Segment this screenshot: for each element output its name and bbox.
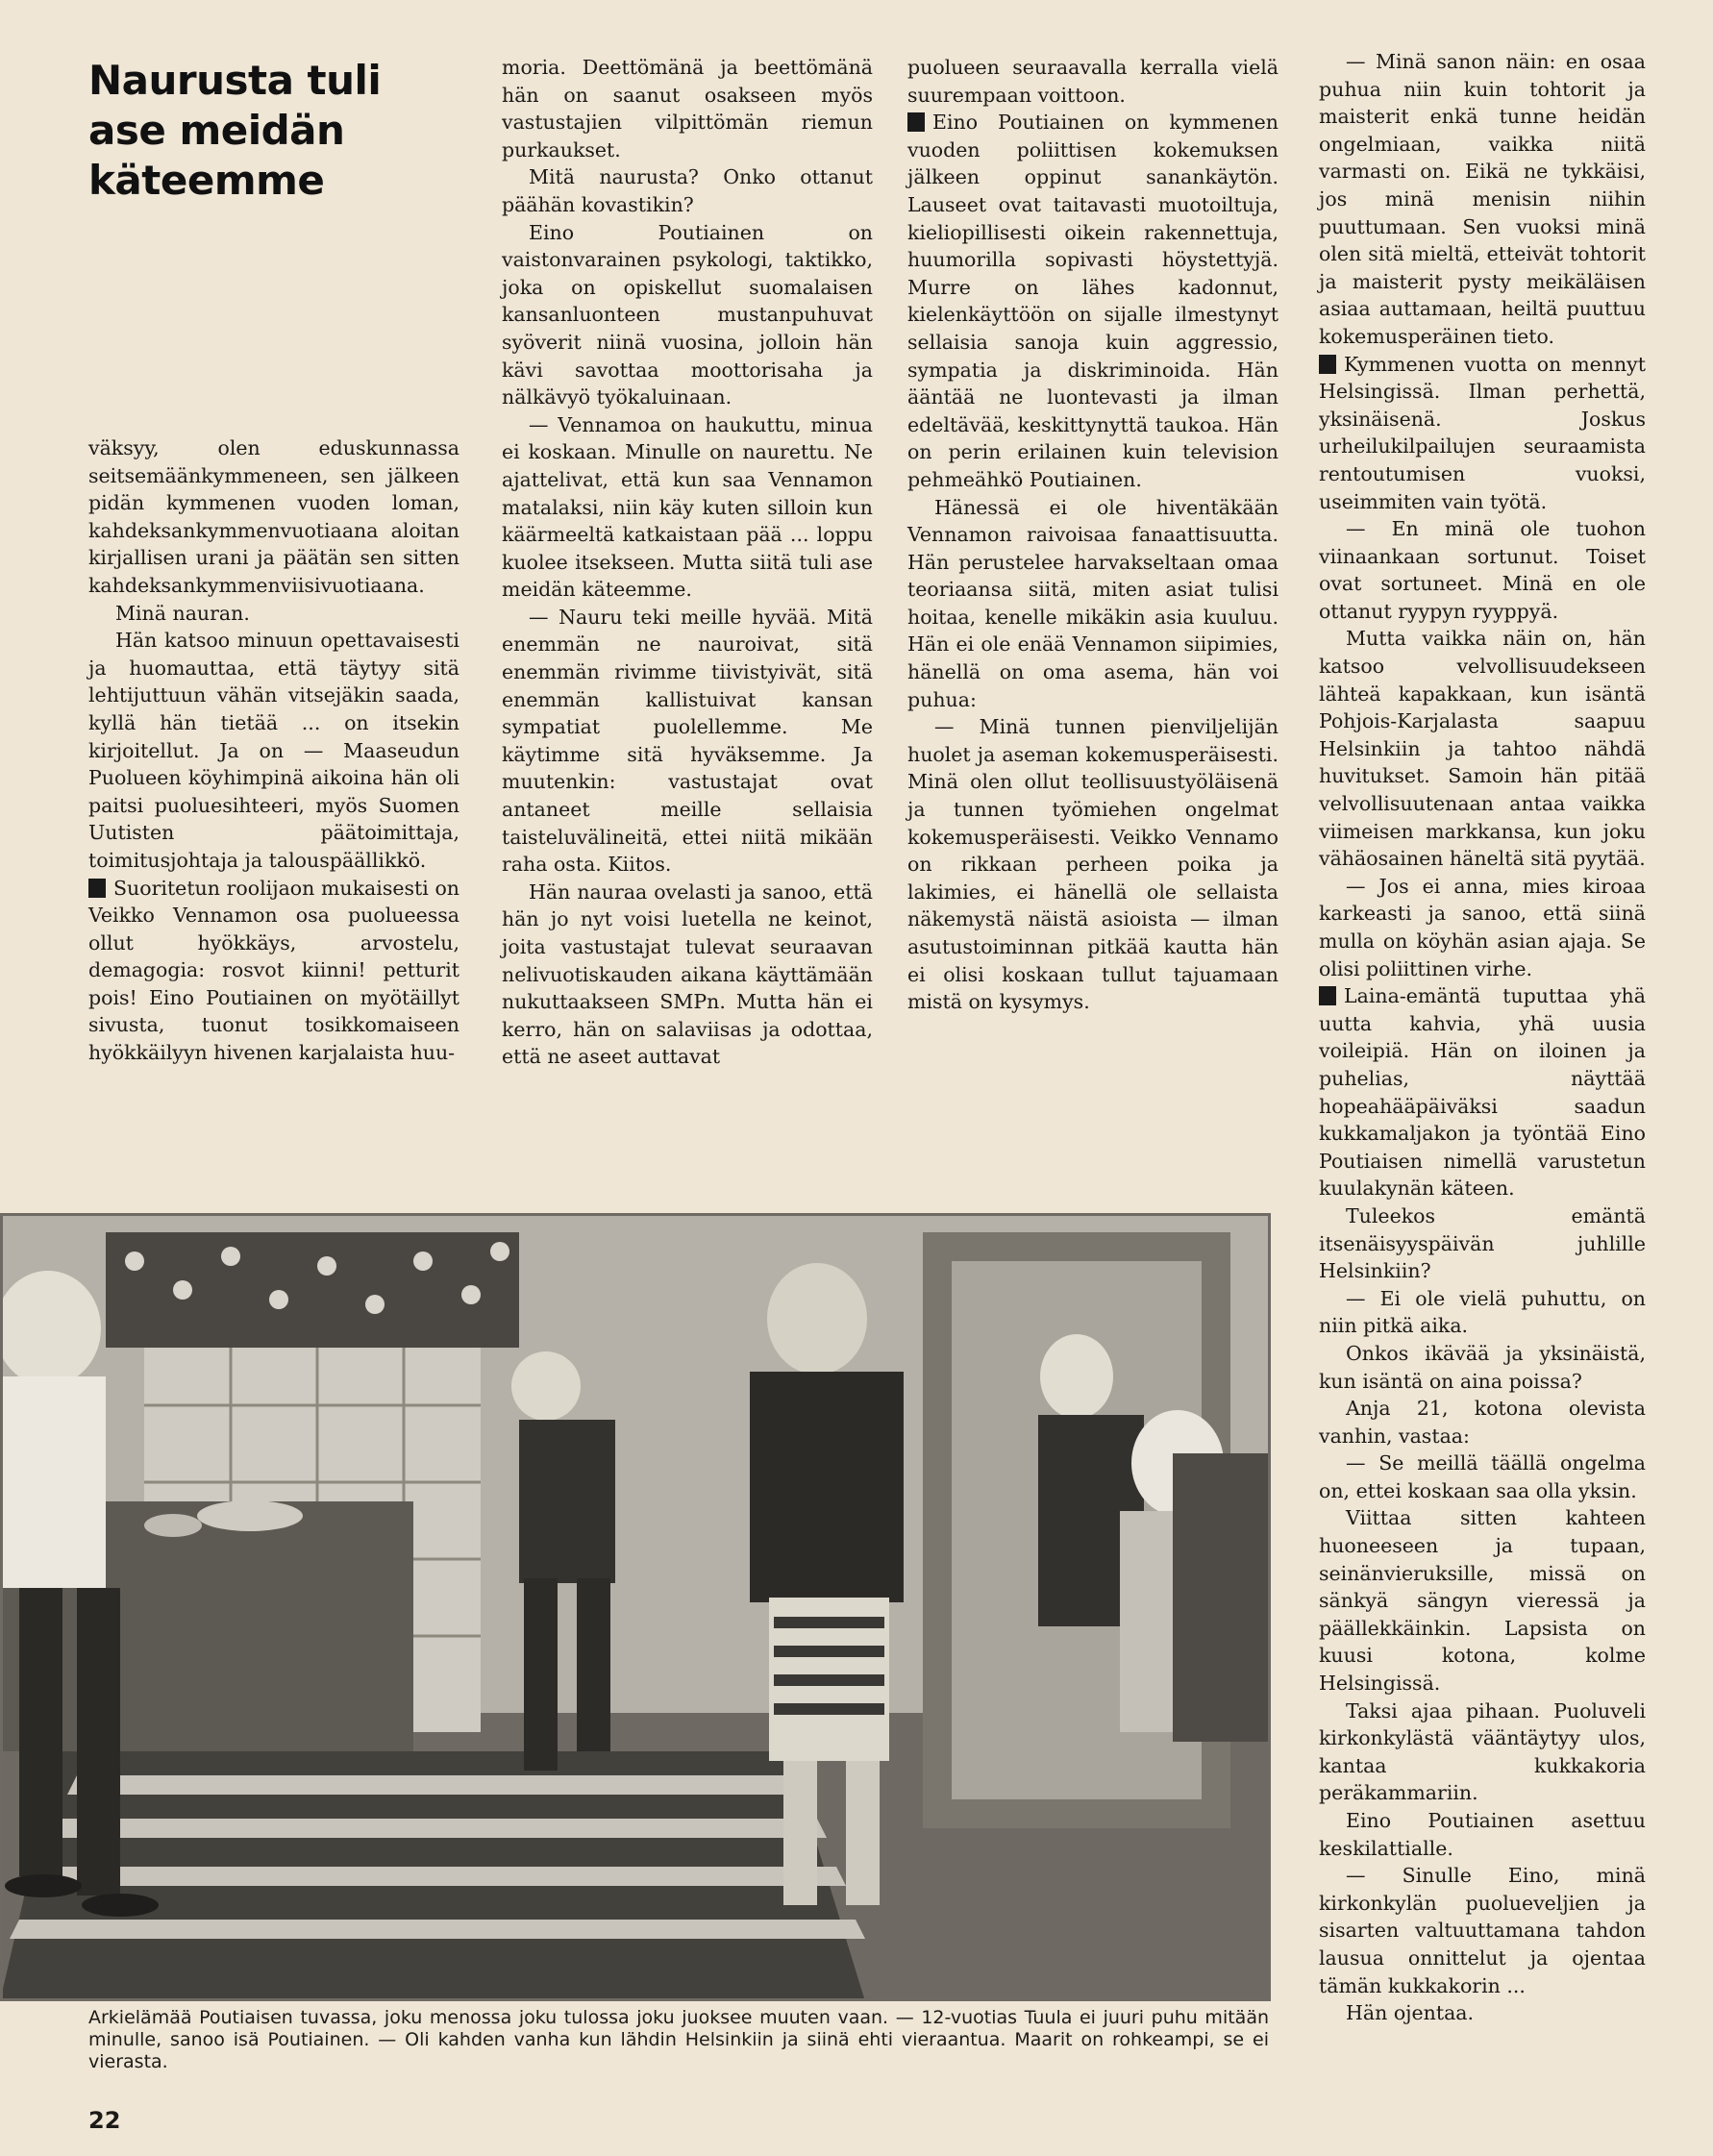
section-marker-icon [907,112,925,132]
paragraph [502,411,873,604]
paragraph-text: Onkos ikävää ja yksinäistä, kun isäntä on aina poissa? [1319,1341,1646,1393]
page-number: 22 [88,2107,121,2134]
paragraph [1319,625,1646,872]
kitchen-photo [0,1213,1271,2001]
paragraph [88,627,459,874]
paragraph-text: — Ei ole vielä puhuttu, on niin pitkä aika. [1319,1286,1646,1338]
paragraph-text: — Se meillä täällä ongelma on, ettei koskaan saa olla yksin. [1319,1451,1646,1502]
kitchen-photo-image [0,1213,1271,2001]
paragraph-text: — En minä ole tuohon viinaankaan sortunut. Toiset ovat sortuneet. Minä en ole ottanut ryypyn ryyppyä. [1319,517,1646,623]
headline-line: Naurusta tuli [88,57,382,104]
paragraph-text: Suoritetun roolijaon mukaisesti on Veikko Vennamon osa puolueessa ollut hyökkäys, arvostelu, demagogia: rosvot kiinni! petturit pois! Eino Poutiainen on myötäillyt sivusta, tuonut tosikkomaiseen hyökkäilyyn hivenen karjalaista huu- [88,876,459,1065]
paragraph-text: moria. Deettömänä ja beettömänä hän on saanut osakseen myös vastustajien vilpittömän riemun purkaukset. [502,56,873,161]
paragraph [502,163,873,218]
article-headline [88,56,406,206]
paragraph-text: puolueen seuraavalla kerralla vielä suurempaan voittoon. [907,56,1279,107]
paragraph-text: Hänessä ei ole hiventäkään Vennamon raivoisaa fanaattisuutta. Hän perustelee harvakseltaan omaa teoriaansa siitä, miten asiat tulisi hoitaa, kenelle mikäkin asia kuuluu. Hän ei ole enää Vennamon siipimies, hänellä on oma asema, hän voi puhua: [907,495,1279,711]
paragraph [1319,48,1646,351]
paragraph [1319,515,1646,625]
paragraph-text: Hän ojentaa. [1346,2001,1475,2025]
paragraph-text: Hän katsoo minuun opettavaisesti ja huomauttaa, että täytyy sitä lehtijuttuun vähän vitsejäkin saada, kyllä hän tietää ... on itsekin kirjoitellut. Ja on — Maaseudun Puolueen köyhimpinä aikoina hän oli paitsi puoluesihteeri, myös Suomen Uutisten päätoimittaja, toimitusjohtaja ja talouspäällikkö. [88,629,459,872]
paragraph [502,879,873,1071]
paragraph-text: Anja 21, kotona olevista vanhin, vastaa: [1319,1397,1646,1448]
paragraph [907,109,1279,493]
photo-caption: Arkielämää Poutiaisen tuvassa, joku menossa joku tulossa joku juoksee muuten vaan. — 12-vuotias Tuula ei juuri puhu mitään minulle, sanoo isä Poutiainen. — Oli kahden vanha kun lähdin Helsinkiin ja siinä ehti vieraantua. Maarit on rohkeampi, se ei vierasta. [88,2007,1269,2072]
paragraph [1319,1807,1646,1862]
paragraph [1319,351,1646,516]
paragraph-text: — Vennamoa on haukuttu, minua ei koskaan. Minulle on naurettu. Ne ajattelivat, että kun saa Vennamon matalaksi, niin käy kuten silloin kun käärmeeltä katkaistaan pää ... loppu kuolee itsekseen. Mutta siitä tuli ase meidän käteemme. [502,412,873,602]
paragraph [1319,1999,1646,2027]
paragraph [502,54,873,163]
paragraph [88,600,459,628]
paragraph [1319,1285,1646,1340]
paragraph-text: — Minä tunnen pienviljelijän huolet ja aseman kokemusperäisesti. Minä olen ollut teollisuustyöläisenä ja tunnen työmiehen ongelmat kokemusperäisesti. Veikko Vennamo on rikkaan perheen poika ja lakimies, ei hänellä ole sellaista näkemystä näistä asioista — ilman asutustoiminnan pitkää kautta hän ei olisi koskaan tullut tajuamaan mistä on kysymys. [907,715,1279,1014]
paragraph-text: Kymmenen vuotta on mennyt Helsingissä. Ilman perhettä, yksinäisenä. Joskus urheilukilpailujen seuraamista rentoutumisen vuoksi, useimmiten vain työtä. [1319,352,1646,513]
text-column-4 [1319,48,1646,2027]
paragraph [1319,873,1646,982]
paragraph [1319,1395,1646,1450]
paragraph-text: Tuleekos emäntä itsenäisyyspäivän juhlille Helsinkiin? [1319,1203,1646,1283]
paragraph [88,875,459,1067]
text-column-2 [502,54,873,1071]
paragraph [907,713,1279,1016]
paragraph [1319,1862,1646,1999]
paragraph [1319,1504,1646,1697]
paragraph-text: Eino Poutiainen on vaistonvarainen psykologi, taktikko, joka on opiskellut suomalaisen kansanluonteen mustanpuhuvat syöverit niinä vuosina, jolloin hän kävi savottaa moottorisaha ja nälkävyö työkaluinaan. [502,220,873,409]
paragraph-text: Minä nauran. [115,601,250,625]
paragraph-text: Laina-emäntä tuputtaa yhä uutta kahvia, yhä uusia voileipiä. Hän on iloinen ja puhelias, näyttää hopeahääpäiväksi saadun kukkamaljakon ja työntää Eino Poutiaisen nimellä varustetun kuulakynän käteen. [1319,984,1646,1201]
text-column-3 [907,54,1279,1016]
paragraph-text: Taksi ajaa pihaan. Puoluveli kirkonkylästä vääntäytyy ulos, kantaa kukkakoria peräkammariin. [1319,1698,1646,1805]
paragraph [1319,1340,1646,1395]
section-marker-icon [1319,986,1336,1005]
paragraph-text: Mutta vaikka näin on, hän katsoo velvollisuudekseen lähteä kapakkaan, kun isäntä Pohjois-Karjalasta saapuu Helsinkiin ja tahtoo nähdä huvitukset. Samoin hän pitää velvollisuutenaan antaa vaikka viimeisen markkansa, kun joku vähäosainen häneltä sitä pyytää. [1319,627,1646,871]
section-marker-icon [88,879,106,898]
paragraph-text: Eino Poutiainen on kymmenen vuoden poliittisen kokemuksen jälkeen oppinut sanankäytön. Lauseet ovat taitavasti muotoiltuja, kieliopillisesti oikein rakennettuja, huumorilla sopivasti höystettyjä. Murre on lähes kadonnut, kielenkäyttöön on sijalle ilmestynyt sellaisia sanoja kuin aggressio, sympatia ja diskriminoida. Hän ääntää ne luontevasti ja ilman edeltävää, keskittynyttä taukoa. Hän on perin erilainen kuin television pehmeähkö Poutiainen. [907,111,1279,491]
paragraph [1319,1450,1646,1504]
section-marker-icon [1319,355,1336,374]
paragraph-text: Eino Poutiainen asettuu keskilattialle. [1319,1809,1646,1860]
paragraph [88,434,459,600]
paragraph-text: — Jos ei anna, mies kiroaa karkeasti ja sanoo, että siinä mulla on köyhän asian ajaja. Se olisi poliittinen virhe. [1319,874,1646,980]
paragraph [1319,982,1646,1202]
paragraph-text: — Sinulle Eino, minä kirkonkylän puolueveljien ja sisarten valtuuttamana tahdon lausua onnittelut ja ojentaa tämän kukkakorin ... [1319,1864,1646,1997]
paragraph [1319,1202,1646,1285]
paragraph-text: Mitä naurusta? Onko ottanut päähän kovastikin? [502,165,873,216]
paragraph [1319,1698,1646,1807]
headline-line: ase meidän [88,107,345,154]
paragraph [502,604,873,879]
headline-line: käteemme [88,157,325,204]
paragraph [502,219,873,411]
paragraph-text: Viittaa sitten kahteen huoneeseen ja tupaan, seinänvieruksille, missä on sänkyä sängyn vieressä ja päällekkäinkin. Lapsista on kuusi kotona, kolme Helsingissä. [1319,1506,1646,1696]
paragraph-text: väksyy, olen eduskunnassa seitsemäänkymmeneen, sen jälkeen pidän kymmenen vuoden loman, kahdeksankymmenvuotiaana aloitan kirjallisen urani ja päätän sen sitten kahdeksankymmenviisivuotiaana. [88,436,459,597]
paragraph-text: Hän nauraa ovelasti ja sanoo, että hän jo nyt voisi luetella ne keinot, joita vastustajat tulevat seuraavan nelivuotiskauden aikana käyttämään nukuttaakseen SMPn. Mutta hän ei kerro, hän on salaviisas ja odottaa, että ne aseet auttavat [502,880,873,1069]
paragraph [907,54,1279,109]
paragraph-text: — Minä sanon näin: en osaa puhua niin kuin tohtorit ja maisterit enkä tunne heidän ongelmiaan, vaikka niitä varmasti on. Eikä ne tykkäisi, jos minä menisin niihin puuttumaan. Sen vuoksi minä olen sitä mieltä, etteivät tohtorit ja maisterit pysty meikäläisen asiaa auttamaan, heiltä puuttuu kokemusperäinen tieto. [1319,50,1646,348]
paragraph [907,494,1279,714]
paragraph-text: — Nauru teki meille hyvää. Mitä enemmän ne nauroivat, sitä enemmän rivimme tiivistyivät, sitä enemmän kallistuivat kansan sympatiat puolellemme. Me käytimme sitä hyväksemme. Ja muutenkin: vastustajat ovat antaneet meille sellaisia taisteluvälineitä, ettei niitä mikään raha osta. Kiitos. [502,605,873,877]
text-column-1 [88,434,459,1067]
